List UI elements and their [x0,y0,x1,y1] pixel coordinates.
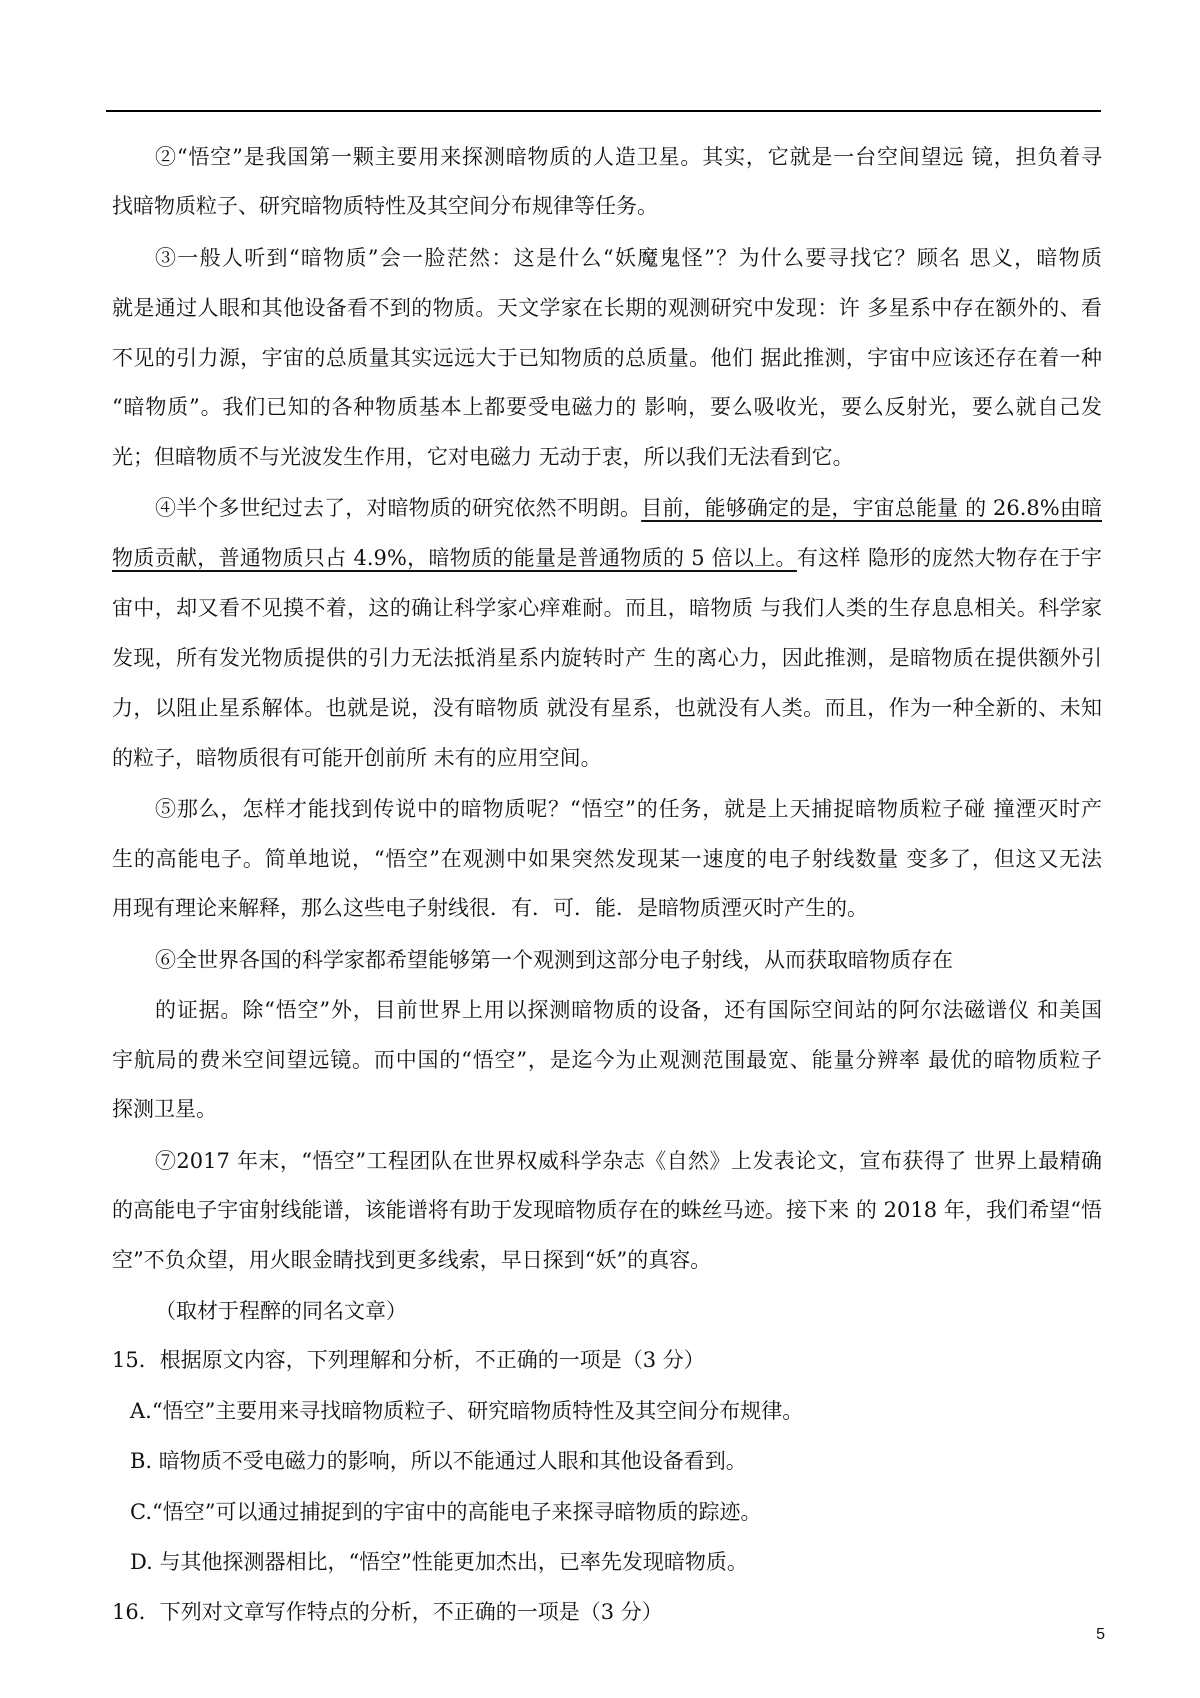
question-15-option-a: A.“悟空”主要用来寻找暗物质粒子、研究暗物质特性及其空间分布规律。 [130,1399,804,1423]
paragraph-7-line-3: 空”不负众望，用火眼金睛找到更多线索，早日探到“妖”的真容。 [112,1248,712,1272]
question-15-stem: 15．根据原文内容，下列理解和分析，不正确的一项是（3 分） [112,1348,705,1372]
paragraph-4-line-2 [112,543,1102,573]
paragraph-7-line-1: ⑦2017 年末，“悟空”工程团队在世界权威科学杂志《自然》上发表论文，宣布获得了 世界上最精确 [155,1149,1102,1173]
question-16-stem: 16．下列对文章写作特点的分析，不正确的一项是（3 分） [112,1600,663,1624]
paragraph-2-line-1: ②“悟空”是我国第一颗主要用来探测暗物质的人造卫星。其实，它就是一台空间望远 镜，担负着寻 [155,145,1102,169]
paragraph-4-text: 有这样 隐形的庞然大物存在于宇 [796,546,1102,570]
paragraph-7-line-2: 的高能电子宇宙射线能谱，该能谱将有助于发现暗物质存在的蛛丝马迹。接下来 的 2018 年，我们希望“悟 [112,1198,1102,1222]
underlined-sentence: 目前，能够确定的是，宇宙总能量 的 26.8%由暗 [641,496,1103,520]
header-rule [106,110,1101,112]
paragraph-4-line-3: 宙中，却又看不见摸不着，这的确让科学家心痒难耐。而且，暗物质 与我们人类的生存息息相关。科学家 [112,596,1102,620]
paragraph-4-line-5: 力，以阻止星系解体。也就是说，没有暗物质 就没有星系，也就没有人类。而且，作为一种全新的、未知 [112,696,1102,720]
paragraph-4-line-6: 的粒子，暗物质很有可能开创前所 未有的应用空间。 [112,746,602,770]
paragraph-3-line-5: 光；但暗物质不与光波发生作用，它对电磁力 无动于衷，所以我们无法看到它。 [112,445,854,469]
paragraph-6-line-2: 的证据。除“悟空”外，目前世界上用以探测暗物质的设备，还有国际空间站的阿尔法磁谱仪 和美国 [155,998,1102,1022]
paragraph-3-line-3: 不见的引力源，宇宙的总质量其实远远大于已知物质的总质量。他们 据此推测，宇宙中应该还存在着一种 [112,346,1102,370]
paragraph-2-line-2: 找暗物质粒子、研究暗物质特性及其空间分布规律等任务。 [112,194,658,218]
underlined-sentence: 物质贡献，普通物质只占 4.9%，暗物质的能量是普通物质的 5 倍以上。 [112,546,797,570]
paragraph-3-line-1: ③一般人听到“暗物质”会一脸茫然：这是什么“妖魔鬼怪”？为什么要寻找它？顾名 思义，暗物质 [155,246,1102,270]
paragraph-3-line-2: 就是通过人眼和其他设备看不到的物质。天文学家在长期的观测研究中发现：许 多星系中存在额外的、看 [112,296,1102,320]
paragraph-6-line-4: 探测卫星。 [112,1097,217,1121]
paragraph-4-text: ④半个多世纪过去了，对暗物质的研究依然不明朗。 [155,496,642,520]
page-number: 5 [1096,1626,1105,1643]
question-15-option-c: C.“悟空”可以通过捕捉到的宇宙中的高能电子来探寻暗物质的踪迹。 [130,1500,762,1524]
question-15-option-d: D. 与其他探测器相比，“悟空”性能更加杰出，已率先发现暗物质。 [130,1550,748,1574]
paragraph-4-line-4: 发现，所有发光物质提供的引力无法抵消星系内旋转时产 生的离心力，因此推测，是暗物质在提供额外引 [112,646,1102,670]
paragraph-3-line-4: “暗物质”。我们已知的各种物质基本上都要受电磁力的 影响，要么吸收光，要么反射光，要么就自己发 [112,395,1102,419]
paragraph-5-line-3: 用现有理论来解释，那么这些电子射线很．有．可．能．是暗物质湮灭时产生的。 [112,896,868,920]
paragraph-6-line-1: ⑥全世界各国的科学家都希望能够第一个观测到这部分电子射线，从而获取暗物质存在 [155,948,953,972]
paragraph-5-line-1: ⑤那么，怎样才能找到传说中的暗物质呢？“悟空”的任务，就是上天捕捉暗物质粒子碰 撞湮灭时产 [155,797,1102,821]
paragraph-6-line-3: 宇航局的费米空间望远镜。而中国的“悟空”，是迄今为止观测范围最宽、能量分辨率 最优的暗物质粒子 [112,1048,1102,1072]
paragraph-4-line-1 [155,493,1102,523]
question-15-option-b: B. 暗物质不受电磁力的影响，所以不能通过人眼和其他设备看到。 [130,1449,747,1473]
source-note: （取材于程醉的同名文章） [155,1299,407,1323]
paragraph-5-line-2: 生的高能电子。简单地说，“悟空”在观测中如果突然发现某一速度的电子射线数量 变多了，但这又无法 [112,847,1102,871]
